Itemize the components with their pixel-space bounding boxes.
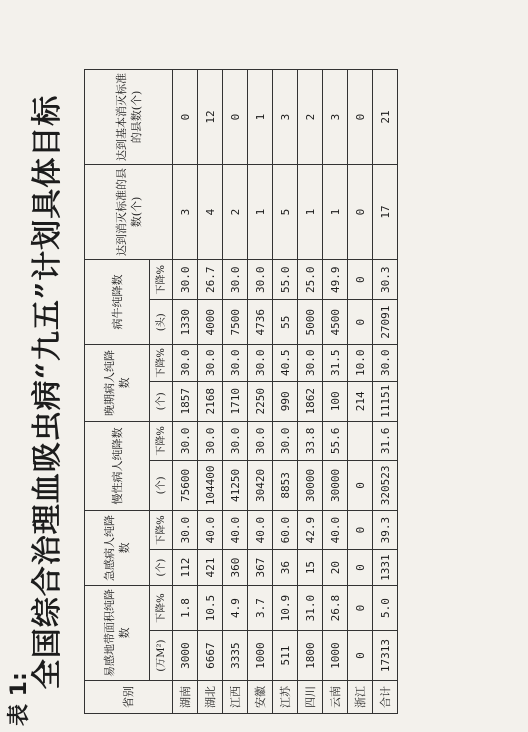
cell-acute: 421	[198, 550, 223, 586]
cell-late-pct: 30.0	[373, 345, 398, 382]
cell-control: 4	[198, 165, 223, 260]
cell-acute: 112	[173, 550, 198, 586]
cell-acute-pct: 40.0	[248, 511, 273, 550]
subheader-late-unit: (个)	[150, 381, 173, 421]
cell-control: 1	[323, 165, 348, 260]
cell-chronic-pct: 30.0	[248, 422, 273, 461]
cell-acute: 15	[298, 550, 323, 586]
cell-basic: 0	[223, 70, 248, 165]
cell-chronic: 104400	[198, 460, 223, 510]
cell-cattle-pct: 25.0	[298, 260, 323, 300]
cell-cattle-pct: 26.7	[198, 260, 223, 300]
cell-cattle-pct: 0	[348, 260, 373, 300]
cell-late: 2250	[248, 381, 273, 421]
subheader-snail-unit: (万M²)	[150, 631, 173, 681]
cell-chronic: 30420	[248, 460, 273, 510]
cell-late-pct: 31.5	[323, 345, 348, 382]
cell-acute: 20	[323, 550, 348, 586]
cell-late-pct: 30.0	[248, 345, 273, 382]
cell-province: 江苏	[273, 681, 298, 714]
cell-acute: 367	[248, 550, 273, 586]
cell-chronic-pct: 30.0	[198, 422, 223, 461]
header-basic-std: 达到基本消灭标准的县数(个)	[85, 70, 173, 165]
cell-chronic-pct: 30.0	[223, 422, 248, 461]
cell-chronic-pct: 30.0	[273, 422, 298, 461]
cell-chronic-pct: 31.6	[373, 422, 398, 461]
cell-province: 云南	[323, 681, 348, 714]
cell-snail-pct: 31.0	[298, 586, 323, 631]
cell-chronic: 0	[348, 460, 373, 510]
cell-snail: 0	[348, 631, 373, 681]
table-title: 全国综合治理血吸虫病“九五”计划具体目标	[30, 94, 65, 690]
targets-table	[84, 69, 398, 714]
cell-snail-pct: 26.8	[323, 586, 348, 631]
cell-cattle: 5000	[298, 300, 323, 345]
cell-cattle: 4736	[248, 300, 273, 345]
cell-snail: 1000	[248, 631, 273, 681]
cell-chronic: 30000	[298, 460, 323, 510]
cell-basic: 0	[348, 70, 373, 165]
cell-late: 1710	[223, 381, 248, 421]
cell-cattle-pct: 30.0	[223, 260, 248, 300]
cell-acute: 36	[273, 550, 298, 586]
subheader-pct: 下降%	[150, 586, 173, 631]
cell-snail-pct: 0	[348, 586, 373, 631]
cell-late: 100	[323, 381, 348, 421]
cell-acute: 360	[223, 550, 248, 586]
cell-acute-pct: 30.0	[173, 511, 198, 550]
cell-chronic: 8853	[273, 460, 298, 510]
cell-chronic-pct: 30.0	[173, 422, 198, 461]
cell-cattle: 0	[348, 300, 373, 345]
cell-late-pct: 30.0	[173, 345, 198, 382]
cell-control: 1	[248, 165, 273, 260]
cell-control: 0	[348, 165, 373, 260]
cell-basic: 0	[173, 70, 198, 165]
cell-snail: 3335	[223, 631, 248, 681]
cell-late: 2168	[198, 381, 223, 421]
cell-control: 3	[173, 165, 198, 260]
subheader-pct: 下降%	[150, 422, 173, 461]
cell-late: 1862	[298, 381, 323, 421]
cell-late-pct: 40.5	[273, 345, 298, 382]
cell-snail-pct: 10.9	[273, 586, 298, 631]
table-row	[248, 70, 273, 714]
cell-cattle: 27091	[373, 300, 398, 345]
table-row	[348, 70, 373, 714]
cell-snail: 511	[273, 631, 298, 681]
subheader-chronic-unit: (个)	[150, 460, 173, 510]
cell-cattle: 1330	[173, 300, 198, 345]
cell-snail-pct: 3.7	[248, 586, 273, 631]
header-row	[85, 70, 150, 714]
header-late: 晚期病人纯降数	[85, 345, 150, 422]
subheader-acute-unit: (个)	[150, 550, 173, 586]
cell-province: 江西	[223, 681, 248, 714]
cell-cattle: 4500	[323, 300, 348, 345]
cell-snail: 1800	[298, 631, 323, 681]
cell-chronic: 320523	[373, 460, 398, 510]
header-province: 省别	[85, 681, 173, 714]
cell-snail: 6667	[198, 631, 223, 681]
cell-acute: 0	[348, 550, 373, 586]
cell-snail: 1000	[323, 631, 348, 681]
cell-late-pct: 10.0	[348, 345, 373, 382]
cell-control: 2	[223, 165, 248, 260]
table-row	[273, 70, 298, 714]
cell-late: 990	[273, 381, 298, 421]
cell-late: 1857	[173, 381, 198, 421]
cell-acute-pct: 40.0	[323, 511, 348, 550]
cell-late-pct: 30.0	[223, 345, 248, 382]
cell-cattle: 4000	[198, 300, 223, 345]
cell-province: 四川	[298, 681, 323, 714]
cell-late-pct: 30.0	[198, 345, 223, 382]
cell-cattle-pct: 30.3	[373, 260, 398, 300]
cell-acute-pct: 39.3	[373, 511, 398, 550]
table-caption: 表 1:	[7, 672, 32, 726]
subheader-cattle-unit: (头)	[150, 300, 173, 345]
cell-snail: 17313	[373, 631, 398, 681]
cell-control: 1	[298, 165, 323, 260]
cell-control: 17	[373, 165, 398, 260]
cell-province: 安徽	[248, 681, 273, 714]
cell-chronic: 41250	[223, 460, 248, 510]
cell-province: 合计	[373, 681, 398, 714]
cell-cattle-pct: 49.9	[323, 260, 348, 300]
cell-acute-pct: 0	[348, 511, 373, 550]
cell-chronic: 75600	[173, 460, 198, 510]
header-chronic: 慢性病人纯降数	[85, 422, 150, 511]
cell-late-pct: 30.0	[298, 345, 323, 382]
cell-cattle-pct: 55.0	[273, 260, 298, 300]
cell-basic: 21	[373, 70, 398, 165]
header-cattle: 病牛纯降数	[85, 260, 150, 345]
header-control-std: 达到消灭标准的县数(个)	[85, 165, 173, 260]
cell-snail-pct: 4.9	[223, 586, 248, 631]
cell-cattle: 55	[273, 300, 298, 345]
cell-control: 5	[273, 165, 298, 260]
cell-snail: 3000	[173, 631, 198, 681]
cell-chronic-pct	[348, 422, 373, 461]
cell-chronic: 30000	[323, 460, 348, 510]
cell-basic: 12	[198, 70, 223, 165]
table-row-total	[373, 70, 398, 714]
cell-province: 湖北	[198, 681, 223, 714]
cell-acute-pct: 42.9	[298, 511, 323, 550]
table-row	[223, 70, 248, 714]
cell-chronic-pct: 33.8	[298, 422, 323, 461]
header-acute: 急感病人纯降数	[85, 511, 150, 586]
cell-acute: 1331	[373, 550, 398, 586]
header-snail: 易感地带面积纯降数	[85, 586, 150, 681]
cell-acute-pct: 60.0	[273, 511, 298, 550]
subheader-pct: 下降%	[150, 260, 173, 300]
cell-cattle-pct: 30.0	[173, 260, 198, 300]
table-row	[298, 70, 323, 714]
cell-province: 浙江	[348, 681, 373, 714]
cell-basic: 2	[298, 70, 323, 165]
cell-province: 湖南	[173, 681, 198, 714]
cell-chronic-pct: 55.6	[323, 422, 348, 461]
cell-cattle-pct: 30.0	[248, 260, 273, 300]
cell-late: 214	[348, 381, 373, 421]
cell-basic: 3	[323, 70, 348, 165]
cell-acute-pct: 40.0	[223, 511, 248, 550]
subheader-pct: 下降%	[150, 511, 173, 550]
table-row	[198, 70, 223, 714]
cell-snail-pct: 5.0	[373, 586, 398, 631]
table-row	[173, 70, 198, 714]
cell-snail-pct: 1.8	[173, 586, 198, 631]
subheader-pct: 下降%	[150, 345, 173, 382]
cell-late: 11151	[373, 381, 398, 421]
cell-acute-pct: 40.0	[198, 511, 223, 550]
cell-snail-pct: 10.5	[198, 586, 223, 631]
table-row	[323, 70, 348, 714]
cell-basic: 3	[273, 70, 298, 165]
cell-basic: 1	[248, 70, 273, 165]
cell-cattle: 7500	[223, 300, 248, 345]
